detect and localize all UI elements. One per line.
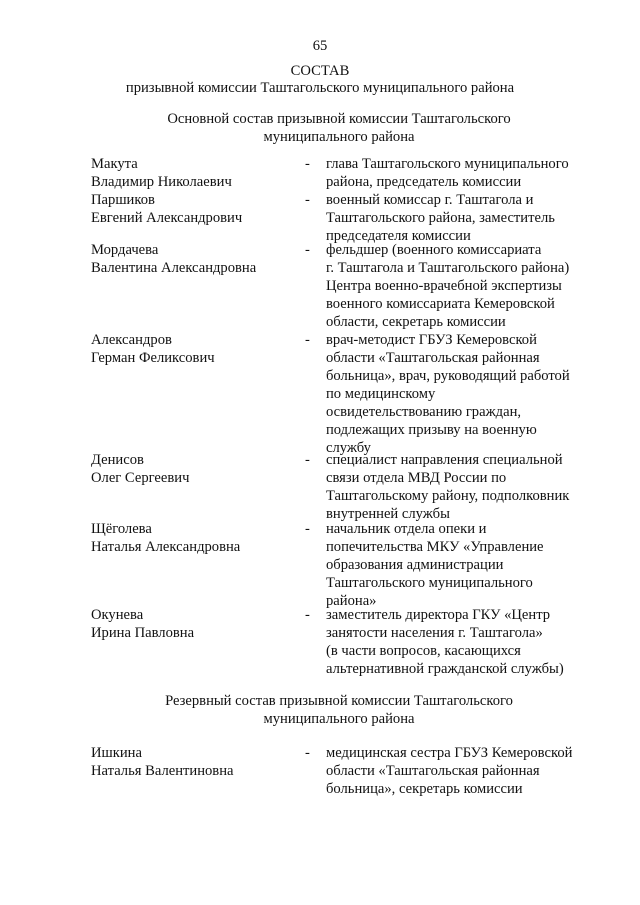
member-name: Ишкина Наталья Валентиновна (91, 745, 234, 779)
member-role: глава Таштагольского муниципального района, председатель комиссии (326, 156, 569, 190)
member-dash: - (305, 332, 310, 348)
document-subtitle: призывной комиссии Таштагольского муниципального района (125, 80, 515, 96)
member-role: военный комиссар г. Таштагола и Таштагольского района, заместитель председателя комиссии (326, 192, 555, 244)
member-name: Александров Герман Феликсович (91, 332, 215, 366)
member-dash: - (305, 521, 310, 537)
member-name: Окунева Ирина Павловна (91, 607, 195, 641)
member-name: Щёголева Наталья Александровна (91, 521, 241, 555)
member-dash: - (305, 242, 310, 258)
member-dash: - (305, 745, 310, 761)
member-dash: - (305, 607, 310, 623)
reserve-section-heading: Резервный состав призывной комиссии Таштагольского муниципального района (165, 693, 513, 727)
member-role: специалист направления специальной связи отдела МВД России по Таштагольскому району, подполковник внутренней службы (326, 452, 570, 522)
member-role: начальник отдела опеки и попечительства МКУ «Управление образования администрации Таштагольского муниципального района» (326, 521, 544, 609)
page-number: 65 (312, 38, 328, 54)
member-name: Паршиков Евгений Александрович (91, 192, 243, 226)
document-title: СОСТАВ (290, 63, 350, 79)
member-name: Мордачева Валентина Александровна (91, 242, 257, 276)
member-role: врач-методист ГБУЗ Кемеровской области «Таштагольская районная больница», врач, руководящий работой по медицинскому освидетельствованию граждан, подлежащих призыву на военную службу (326, 332, 570, 456)
member-role: медицинская сестра ГБУЗ Кемеровской области «Таштагольская районная больница», секретарь комиссии (326, 745, 573, 797)
main-section-heading: Основной состав призывной комиссии Таштагольского муниципального района (167, 111, 511, 145)
member-role: фельдшер (военного комиссариата г. Таштагола и Таштагольского района) Центра военно-врачебной экспертизы военного комиссариата Кемеровской области, секретарь комиссии (326, 242, 570, 330)
member-dash: - (305, 452, 310, 468)
member-dash: - (305, 156, 310, 172)
member-name: Макута Владимир Николаевич (91, 156, 232, 190)
member-name: Денисов Олег Сергеевич (91, 452, 190, 486)
member-dash: - (305, 192, 310, 208)
member-role: заместитель директора ГКУ «Центр занятости населения г. Таштагола» (в части вопросов, касающихся альтернативной гражданской службы) (326, 607, 564, 677)
